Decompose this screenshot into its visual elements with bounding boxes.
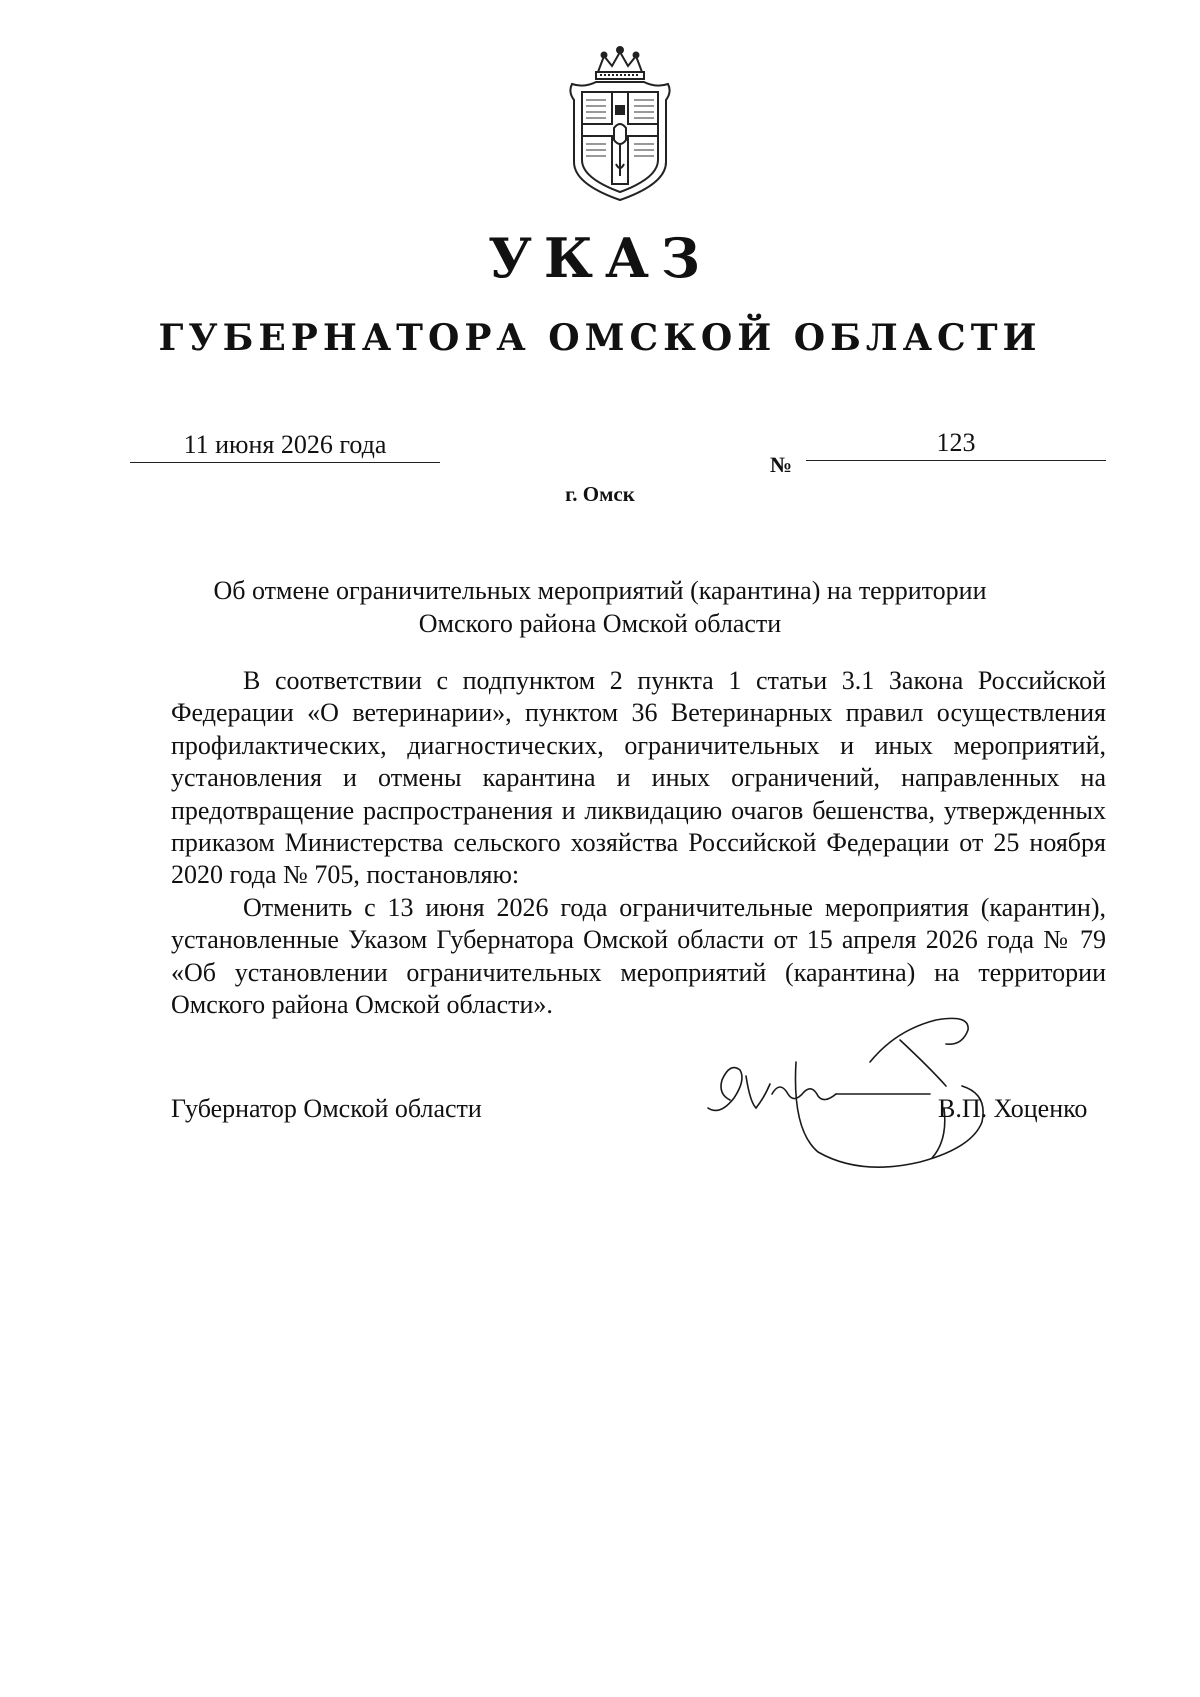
document-number: 123 [806, 428, 1106, 461]
document-subject [170, 574, 1030, 640]
document-city: г. Омск [565, 482, 635, 506]
document-date: 11 июня 2026 года [130, 430, 440, 463]
coat-of-arms-icon [560, 44, 680, 204]
document-body [171, 665, 1106, 1021]
subject-line-2: Омского района Омской области [418, 609, 782, 638]
document-title: УКАЗ [488, 226, 712, 290]
handwritten-signature-icon [700, 990, 1060, 1180]
body-paragraph-2: Отменить с 13 июня 2026 года ограничительные мероприятия (карантин), установленные Указом Губернатора Омской области от 15 апреля 2026 года № 79 «Об установлении ограничительных мероприятий (карантина) на территории Омского района Омской области». [171, 892, 1106, 1020]
number-sign: № [770, 452, 793, 477]
document-subtitle: ГУБЕРНАТОРА ОМСКОЙ ОБЛАСТИ [158, 317, 1042, 359]
subject-line-1: Об отмене ограничительных мероприятий (карантина) на территории [213, 576, 987, 605]
signatory-role: Губернатор Омской области [171, 1094, 482, 1123]
body-paragraph-1: В соответствии с подпунктом 2 пункта 1 статьи 3.1 Закона Российской Федерации «О ветеринарии», пунктом 36 Ветеринарных правил осуществления профилактических, диагностических, ограничительных и иных мероприятий, установления и отмены карантина и иных ограничений, направленных на предотвращение распространения и ликвидацию очагов бешенства, утвержденных приказом Министерства сельского хозяйства Российской Федерации от 25 ноября 2020 года № 705, постановляю: [171, 666, 1106, 890]
signatory-name: В.П. Хоценко [938, 1094, 1088, 1123]
